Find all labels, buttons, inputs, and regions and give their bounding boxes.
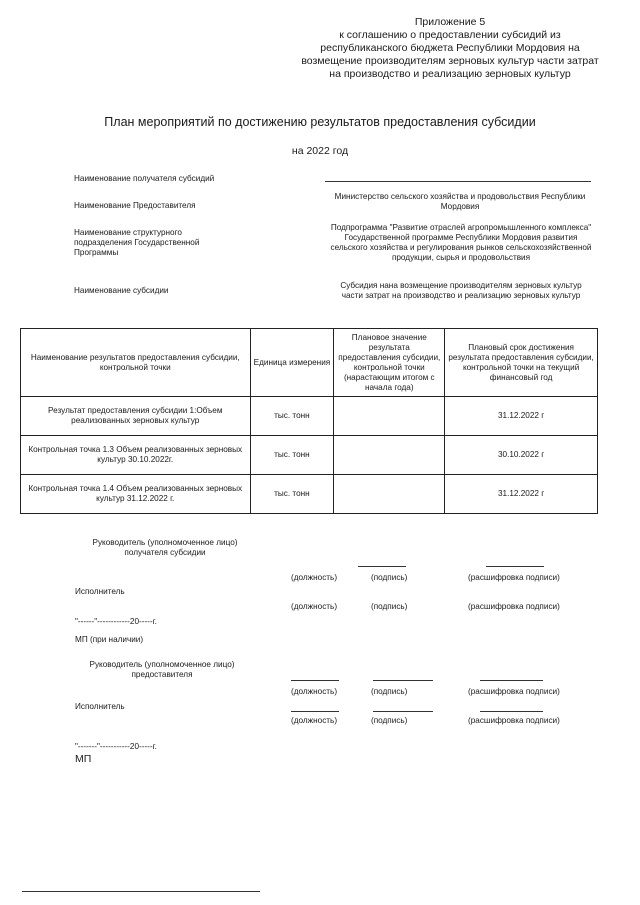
caption-position: (должность)	[291, 687, 338, 696]
cell-planned-date: 31.12.2022 г	[445, 397, 598, 436]
recipient-head-label: Руководитель (уполномоченное лицо) получателя субсидии	[92, 538, 238, 557]
annex-description: к соглашению о предоставлении субсидий из республиканского бюджета Республики Мордовия на возмещение производителям зерновых культур части затрат на производство и реализацию зерновых культур	[301, 29, 599, 80]
field-label-recipient: Наименование получателя субсидий	[74, 174, 215, 183]
caption-position: (должность)	[291, 716, 338, 725]
caption-signature: (подпись)	[371, 602, 408, 611]
header-planned-date: Плановый срок достижения результата предоставления субсидии, контрольной точки на текущий финансовый год	[445, 329, 598, 397]
cell-planned-date: 31.12.2022 г	[445, 475, 598, 514]
date-line: "-------"-----------20-----г.	[75, 742, 157, 751]
field-value-provider: Министерство сельского хозяйства и продовольствия Республики Мордовия	[334, 192, 586, 211]
document-title: План мероприятий по достижению результатов предоставления субсидии	[104, 115, 536, 129]
header-unit: Единица измерения	[250, 329, 334, 397]
executor-position-line	[291, 711, 339, 712]
table-row	[21, 436, 598, 475]
footnote-divider	[22, 891, 260, 892]
provider-decoding-line	[480, 680, 543, 681]
cell-planned-date: 30.10.2022 г	[445, 436, 598, 475]
provider-signature-line	[373, 680, 433, 681]
executor-label: Исполнитель	[75, 587, 125, 596]
stamp-label: МП	[75, 753, 92, 765]
cell-result-name: Контрольная точка 1.4 Объем реализованных зерновых культур 31.12.2022 г.	[21, 475, 251, 514]
recipient-decoding-line	[486, 566, 544, 567]
table-header-row	[21, 329, 598, 397]
field-value-subsidy: Субсидия нана возмещение производителям зерновых культур части затрат на производство и реализацию зерновых культур	[340, 281, 582, 300]
field-line-recipient	[325, 181, 591, 182]
caption-signature: (подпись)	[371, 573, 408, 582]
field-label-subsidy: Наименование субсидии	[74, 286, 169, 295]
caption-decoding: (расшифровка подписи)	[468, 687, 560, 696]
executor-decoding-line	[480, 711, 543, 712]
cell-planned-value	[334, 397, 445, 436]
cell-planned-value	[334, 475, 445, 514]
table-row	[21, 397, 598, 436]
caption-signature: (подпись)	[371, 687, 408, 696]
header-planned-value: Плановое значение результата предоставления субсидии, контрольной точки (нарастающим итогом с начала года)	[334, 329, 445, 397]
annex-header	[300, 16, 600, 81]
caption-decoding: (расшифровка подписи)	[468, 716, 560, 725]
executor-label: Исполнитель	[75, 702, 125, 711]
date-line: "------"------------20-----г.	[75, 617, 157, 626]
header-result-name: Наименование результатов предоставления субсидии, контрольной точки	[21, 329, 251, 397]
executor-signature-line	[373, 711, 433, 712]
cell-result-name: Результат предоставления субсидии 1:Объем реализованных зерновых культур	[21, 397, 251, 436]
caption-position: (должность)	[291, 602, 338, 611]
cell-planned-value	[334, 436, 445, 475]
provider-position-line	[291, 680, 339, 681]
cell-result-name: Контрольная точка 1.3 Объем реализованных зерновых культур 30.10.2022г.	[21, 436, 251, 475]
field-value-program: Подпрограмма "Развитие отраслей агропромышленного комплекса" Государственной программе Республики Мордовия развития сельского хозяйства и регулирования рынков сельскохозяйственной продукции, сырья и продовольствия	[330, 223, 592, 262]
caption-signature: (подпись)	[371, 716, 408, 725]
cell-unit: тыс. тонн	[250, 436, 334, 475]
document-year: на 2022 год	[291, 145, 349, 157]
table-row	[21, 475, 598, 514]
cell-unit: тыс. тонн	[250, 475, 334, 514]
caption-position: (должность)	[291, 573, 338, 582]
cell-unit: тыс. тонн	[250, 397, 334, 436]
plan-table	[20, 328, 598, 514]
provider-head-label: Руководитель (уполномоченное лицо) предоставителя	[89, 660, 235, 679]
recipient-signature-line	[358, 566, 406, 567]
caption-decoding: (расшифровка подписи)	[468, 573, 560, 582]
field-label-provider: Наименование Предоставителя	[74, 201, 196, 210]
caption-decoding: (расшифровка подписи)	[468, 602, 560, 611]
field-label-program: Наименование структурного подразделения Государственной Программы	[74, 228, 200, 257]
stamp-optional-label: МП (при наличии)	[75, 635, 144, 644]
annex-number: Приложение 5	[414, 16, 486, 28]
